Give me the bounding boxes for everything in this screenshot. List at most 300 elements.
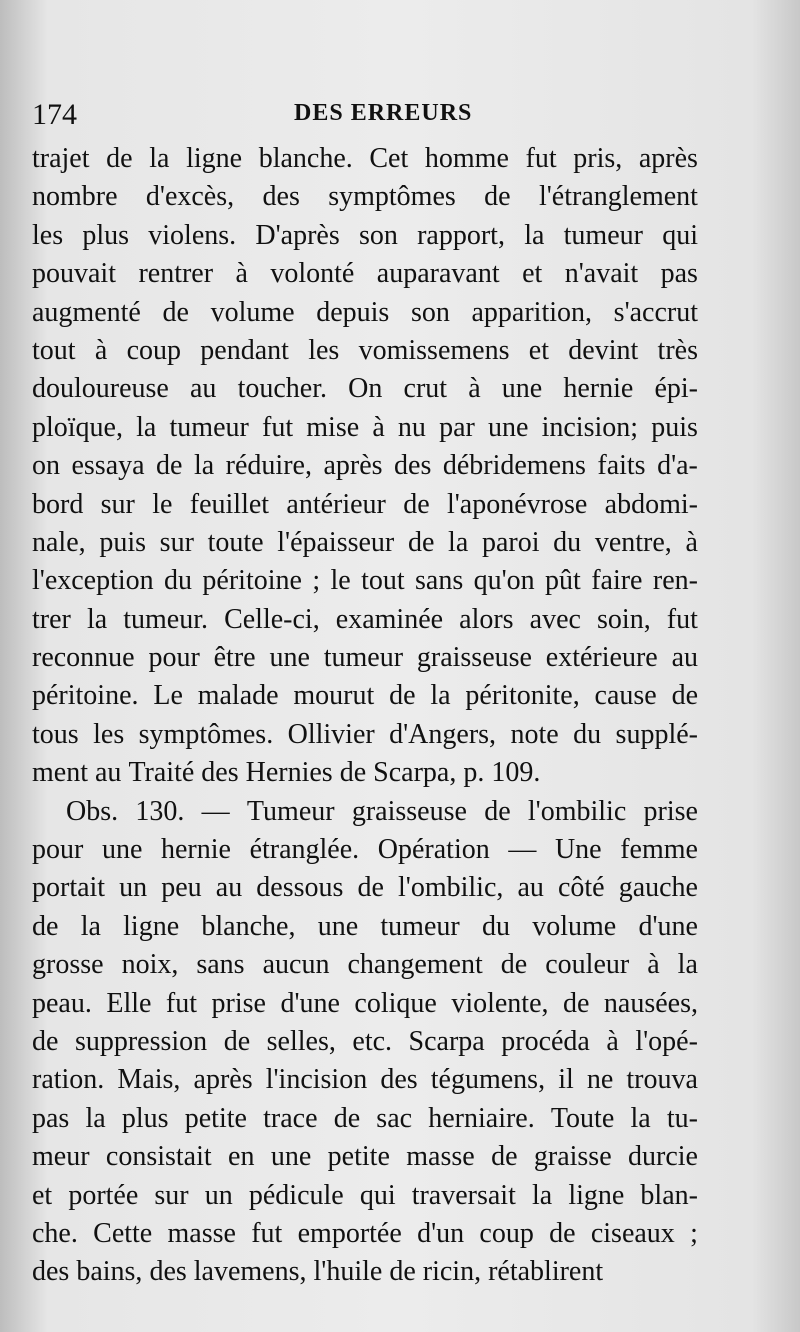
word: la [430,680,451,712]
word: changement [347,949,483,981]
word: après [193,1064,253,1096]
word: la [677,949,698,981]
word: on [32,450,60,482]
word: d'un [417,1217,465,1249]
word: Elle [106,987,152,1019]
word: les [93,718,125,750]
word: couleur [545,949,630,981]
word: du [481,910,510,942]
word: d'une [638,910,698,942]
word: faits [597,450,646,482]
text-line [32,217,698,255]
word: de [106,143,133,174]
word: masse [406,1141,475,1173]
word: la [531,1179,553,1211]
word: trer [32,603,71,635]
word: cause [594,680,657,712]
word: tout [32,334,76,366]
word: femme [620,834,698,866]
word: par [439,411,475,443]
word: puis [651,411,698,443]
text-line [32,908,698,946]
word: tumeur [169,411,249,443]
word: aucun [262,949,330,981]
word: Une [554,834,602,866]
word: pour [32,834,84,866]
word: ren- [652,565,698,597]
text-line [32,793,698,831]
word: des [394,450,432,482]
word: volume [532,910,617,942]
word: petite [327,1141,390,1173]
text-line [32,562,698,600]
word: de [671,680,698,712]
word: de [389,1256,416,1288]
word: tumeur [380,910,460,942]
word: après [323,450,383,482]
word: à [647,949,660,981]
word: péritonite, [465,680,580,712]
body-text [32,140,698,1292]
word: de [357,872,384,904]
word: Scarpa, [373,757,457,789]
word: pris, [573,143,623,174]
word: la [630,1102,651,1134]
word: blanche, [201,910,296,942]
word: d'a- [657,450,698,482]
word: che. [32,1217,78,1249]
word: mourut [293,680,375,712]
word: pendant [200,334,289,366]
text-line [32,178,698,216]
text-line [32,140,698,178]
word: au [517,872,544,904]
word: consistait [105,1141,212,1173]
word: hernie [160,834,231,866]
word: et [522,258,543,290]
word: de [549,1217,576,1249]
word: rétablirent [488,1256,604,1288]
word: de [32,910,59,942]
text-line [32,985,698,1023]
word: tumeur [563,219,643,251]
word: tu- [666,1102,698,1134]
word: pas [660,258,698,290]
word: la [80,910,101,942]
word: l'ombilic [527,795,627,827]
word: l'huile [313,1256,383,1288]
word: épi- [654,373,698,405]
word: graisse [533,1141,612,1173]
word: emportée [297,1217,402,1249]
word: la [86,603,108,635]
word: ligne [568,1179,625,1211]
word: note [510,718,559,750]
word: tumeur [323,642,404,674]
word: incision; [541,411,639,443]
word: Cet [369,143,409,174]
word: péritoine [202,565,302,597]
word: la [136,411,157,443]
word: selles, [266,1025,336,1057]
word: plus [82,219,130,251]
text-line [32,1061,698,1099]
word: alors [459,603,514,635]
word: feuillet [189,488,270,520]
word: bains, [76,1256,143,1288]
word: de [484,181,511,213]
word: au [95,757,122,789]
word: son [358,219,398,251]
word: de [407,526,435,558]
word: — [508,834,537,866]
word: la [448,526,469,558]
word: Mais, [117,1064,181,1096]
word: violens. [148,219,237,251]
word: qui [359,1179,396,1211]
word: débridemens [442,450,586,482]
text-line [32,1023,698,1061]
word: Obs. [66,795,119,827]
word: après [638,143,698,174]
word: ne [586,1064,614,1096]
word: reconnue [32,642,135,674]
word: auparavant [376,258,500,290]
word: coup [479,1217,534,1249]
word: coup [126,334,181,366]
word: le [330,565,351,597]
word: bord [32,488,84,520]
word: grosse [32,949,104,981]
word: de [500,949,528,981]
word: gauche [618,872,698,904]
word: Toute [550,1102,615,1134]
word: qui [662,219,698,251]
word: devint [568,334,639,366]
word: ploïque, [32,411,123,443]
word: etc. [352,1025,393,1057]
word: ration. [32,1064,105,1096]
text-line [32,294,698,332]
word: l'exception [32,565,154,597]
page-header [32,98,760,138]
word: Cette [93,1217,153,1249]
word: hernie [563,373,634,405]
word: sur [100,488,135,520]
word: fut [262,411,294,443]
word: l'incision [265,1064,368,1096]
word: un [119,872,148,904]
text-line [32,639,698,677]
word: être [213,642,256,674]
word: douloureuse [32,373,169,405]
word: malade [197,680,279,712]
word: pour [148,642,200,674]
text-line [32,486,698,524]
word: de [333,1102,361,1134]
word: Tumeur [246,795,335,827]
word: faire [591,565,643,597]
word: nausées, [603,987,698,1019]
word: fut [251,1217,283,1249]
text-line [32,869,698,907]
word: son [410,296,450,328]
word: ricin, [422,1256,482,1288]
word: d'une [280,987,340,1019]
word: Le [153,680,183,712]
word: Ollivier [287,718,375,750]
word: suppression [74,1025,208,1057]
word: paroi [481,526,540,558]
word: procéda [501,1025,590,1057]
word: d'Angers, [389,718,497,750]
word: herniaire. [428,1102,535,1134]
word: mise [306,411,360,443]
word: augmenté [32,296,141,328]
word: nombre [32,181,118,213]
word: qu'on [473,565,535,597]
word: s'accrut [613,296,698,328]
word: On [348,373,383,405]
word: à [94,334,108,366]
word: tous [32,718,79,750]
word: sac [376,1102,413,1134]
word: trouva [626,1064,698,1096]
word: violente, [451,987,549,1019]
word: de [339,757,367,789]
running-head: DES ERREURS [294,100,473,126]
word: côté [557,872,605,904]
word: une [269,642,310,674]
word: de [223,1025,251,1057]
word: portait [32,872,106,904]
text-line [32,332,698,370]
word: au [215,872,243,904]
word: prise [643,795,698,827]
word: péritoine. [32,680,139,712]
word: tégumens, [430,1064,546,1096]
word: ventre, [594,526,672,558]
text-line [32,601,698,639]
word: du [553,526,582,558]
word: du [573,718,602,750]
word: au [671,642,698,674]
word: soin, [597,603,651,635]
word: symptômes. [138,718,274,750]
word: sur [159,526,194,558]
word: fut [165,987,198,1019]
word: durcie [628,1141,698,1173]
word: meur [32,1141,90,1173]
word: sur [154,1179,189,1211]
text-line [32,447,698,485]
word: des [32,1256,70,1288]
text-line [32,1138,698,1176]
word: pédicule [248,1179,344,1211]
word: des [201,757,239,789]
word: peu [161,872,202,904]
word: portée [68,1179,139,1211]
word: il [558,1064,574,1096]
text-line [32,1177,698,1215]
word: de [484,795,511,827]
text-line [32,1253,698,1291]
word: supplé- [615,718,698,750]
word: de [491,1141,518,1173]
word: en [228,1141,255,1173]
word: toucher. [237,373,327,405]
word: n'avait [564,258,639,290]
word: fut [666,603,698,635]
word: 109. [491,757,541,789]
word: très [657,334,698,366]
word: à [468,373,481,405]
word: l'opé- [635,1025,698,1057]
word: toute [207,526,264,558]
word: pouvait [32,258,116,290]
text-line [32,1100,698,1138]
word: des [380,1064,418,1096]
word: Hernies [245,757,333,789]
word: ciseaux [590,1217,675,1249]
word: abdomi- [604,488,698,520]
word: Opération [377,834,490,866]
word: trace [263,1102,318,1134]
word: à [606,1025,619,1057]
word: antérieur [286,488,386,520]
word: colique [354,987,437,1019]
word: la [524,219,545,251]
word: volonté [270,258,355,290]
text-line [32,255,698,293]
word: pût [545,565,581,597]
word: p. [463,757,485,789]
word: et [32,1179,53,1211]
text-line [32,524,698,562]
word: plus [121,1102,169,1134]
text-line [32,716,698,754]
word: Traité [128,757,195,789]
word: volume [210,296,295,328]
word: examinée [335,603,444,635]
word: pas [32,1102,70,1134]
word: une [501,373,543,405]
word: un [204,1179,233,1211]
word: l'aponévrose [446,488,588,520]
text-line [32,831,698,869]
word: la [85,1102,106,1134]
word: homme [424,143,509,174]
text-line [32,677,698,715]
word: du [164,565,193,597]
text-line [32,1215,698,1253]
word: D'après [255,219,340,251]
word: crut [403,373,448,405]
word: une [270,1141,312,1173]
text-line [32,946,698,984]
word: une [487,411,529,443]
word: petite [184,1102,247,1134]
word: de [162,296,189,328]
word: ; [690,1217,698,1249]
word: sans [415,565,464,597]
word: prise [211,987,266,1019]
word: la [193,450,215,482]
word: étranglée. [249,834,360,866]
word: apparition, [471,296,593,328]
word: extérieure [545,642,658,674]
word: à [372,411,385,443]
word: à [685,526,698,558]
word: traversait [411,1179,516,1211]
word: l'épaisseur [277,526,395,558]
word: au [190,373,217,405]
word: tumeur. [123,603,208,635]
word: rapport, [417,219,505,251]
word: ; [312,565,321,597]
word: sans [196,949,245,981]
word: une [101,834,143,866]
word: ment [32,757,88,789]
word: — [201,795,230,827]
word: à [235,258,248,290]
word: tout [361,565,405,597]
word: de [156,450,183,482]
text-line [32,370,698,408]
word: blanche. [258,143,353,174]
word: réduire, [225,450,312,482]
word: des [262,181,300,213]
word: les [308,334,340,366]
word: graisseuse [351,795,467,827]
word: avec [529,603,581,635]
word: Scarpa [408,1025,485,1057]
word: peau. [32,987,92,1019]
text-line [32,754,698,792]
word: fut [525,143,557,174]
word: depuis [316,296,390,328]
word: puis [99,526,146,558]
word: dessous [256,872,344,904]
word: le [152,488,173,520]
word: ligne [186,143,243,174]
word: l'étranglement [538,181,698,213]
word: d'excès, [145,181,235,213]
word: noix, [121,949,179,981]
word: les [32,219,64,251]
page-number: 174 [32,98,77,131]
word: des [149,1256,187,1288]
word: une [317,910,359,942]
word: symptômes [328,181,456,213]
word: l'ombilic, [398,872,504,904]
word: masse [167,1217,236,1249]
word: nale, [32,526,86,558]
text-line [32,409,698,447]
word: Celle-ci, [224,603,320,635]
word: vomissemens [358,334,510,366]
word: graisseuse [416,642,532,674]
word: ligne [123,910,180,942]
word: la [149,143,170,174]
word: de [403,488,430,520]
word: 130. [135,795,185,827]
word: rentrer [138,258,214,290]
word: lavemens, [193,1256,307,1288]
word: trajet [32,143,90,174]
word: et [528,334,549,366]
word: essaya [71,450,145,482]
